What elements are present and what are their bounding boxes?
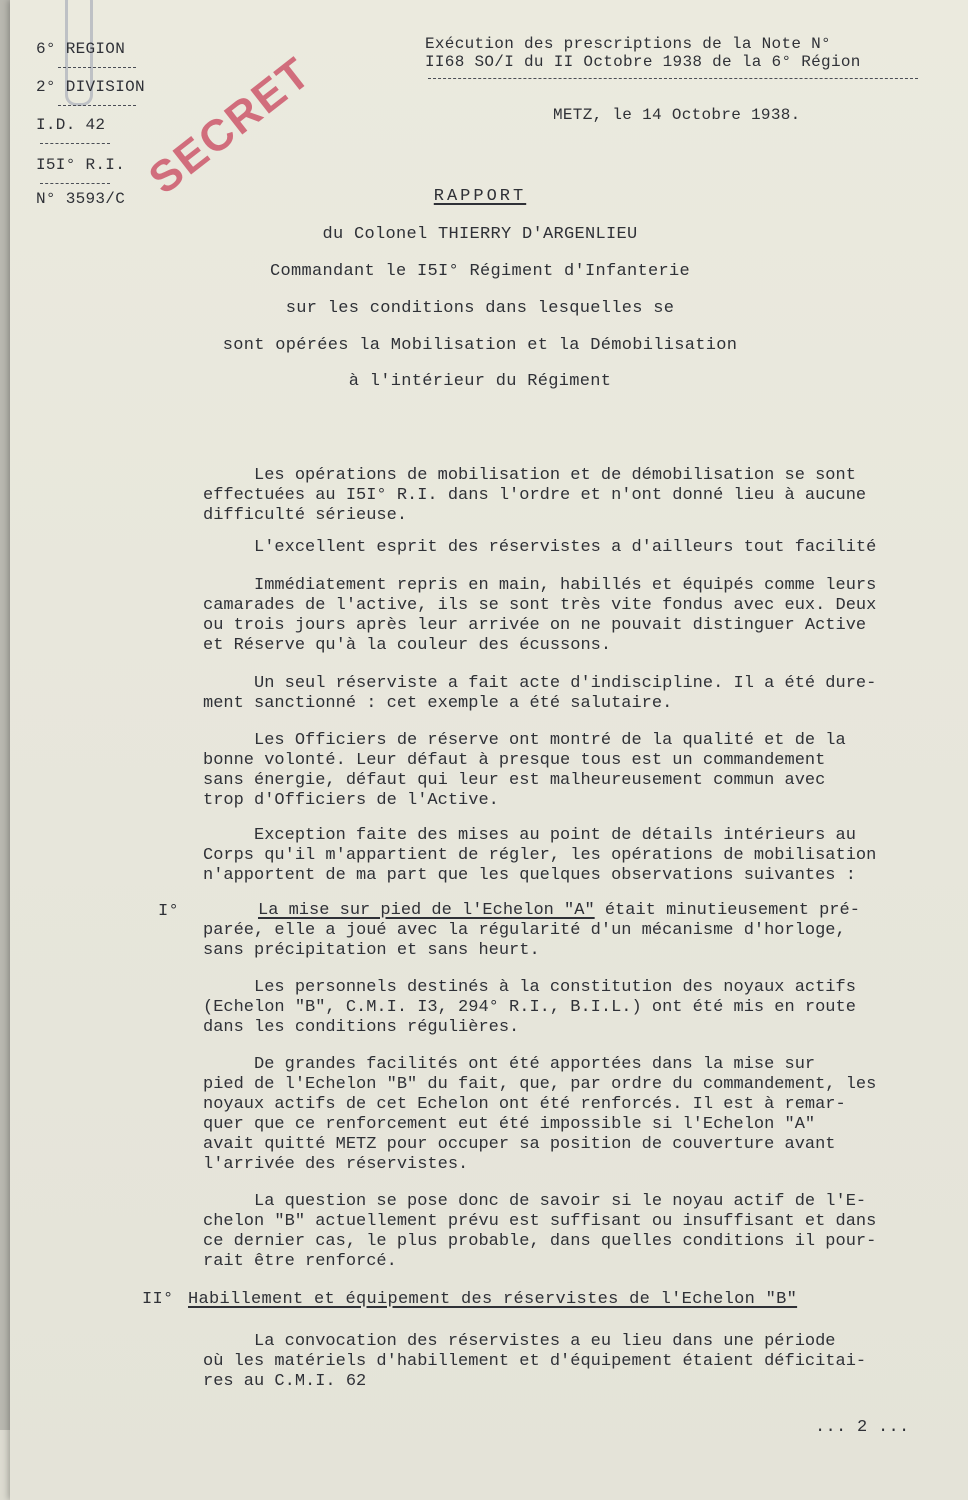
header-divider <box>58 105 136 106</box>
paragraph: Les personnels destinés à la constitution des noyaux actifs (Echelon "B", C.M.I. I3, 294° R.I., B.I.L.) ont été mis en route dans les conditions régulières. <box>203 978 856 1037</box>
paragraph: Immédiatement repris en main, habillés et équipés comme leurs camarades de l'active, ils se sont très vite fondus avec eux. Deux ou trois jours après leur arrivée on ne pouvait distinguer Active et Réserve qu'à la couleur des écussons. <box>203 576 877 655</box>
header-note-line2: II68 SO/I du II Octobre 1938 de la 6° Région <box>425 53 861 71</box>
paragraph: Les Officiers de réserve ont montré de la qualité et de la bonne volonté. Leur défaut à presque tous est un commandement sans énergie, défaut qui leur est malheureusement commun avec trop d'Officiers de l'Active. <box>203 731 846 810</box>
header-number: N° 3593/C <box>36 190 126 208</box>
title-line: du Colonel THIERRY D'ARGENLIEU <box>322 225 638 244</box>
header-divider <box>40 183 110 184</box>
paragraph: L'excellent esprit des réservistes a d'ailleurs tout facilité <box>203 538 877 557</box>
title-line: sont opérées la Mobilisation et la Démobilisation <box>222 336 738 355</box>
section-heading: La mise sur pied de l'Echelon "A" <box>258 901 595 920</box>
paragraph: parée, elle a joué avec la régularité d'un mécanisme d'horloge, sans précipitation et sans heurt. <box>203 921 846 960</box>
title-line: à l'intérieur du Régiment <box>348 372 612 391</box>
section-number: II° <box>142 1290 174 1309</box>
section-number: I° <box>158 902 180 921</box>
section-first-line-rest: était minutieusement pré- <box>594 901 860 920</box>
paragraph: Exception faite des mises au point de détails intérieurs au Corps qu'il m'appartient de régler, les opérations de mobilisation n'apportent de ma part que les quelques observations suivantes : <box>203 826 877 885</box>
header-divider <box>58 67 136 68</box>
paragraph: La question se pose donc de savoir si le noyau actif de l'E- chelon "B" actuellement prévu est suffisant ou insuffisant et dans ce dernier cas, le plus probable, dans quelles conditions il pour- rait être renforcé. <box>203 1192 877 1271</box>
header-note-underline <box>428 78 918 79</box>
header-id: I.D. 42 <box>36 116 106 134</box>
paragraph: La convocation des réservistes a eu lieu dans une période où les matériels d'habillement et d'équipement étaient déficitai- res au C.M.I. 62 <box>203 1332 867 1391</box>
page-continuation: ... 2 ... <box>815 1418 910 1437</box>
header-division: 2° DIVISION <box>36 78 145 96</box>
report-heading: RAPPORT <box>433 187 527 206</box>
document-page <box>10 0 968 1500</box>
header-regiment: I5I° R.I. <box>36 156 126 174</box>
header-divider <box>40 143 110 144</box>
report-date: METZ, le 14 Octobre 1938. <box>553 106 801 124</box>
secret-stamp: SECRET <box>140 47 321 204</box>
section-first-line <box>258 901 958 921</box>
paragraph: Les opérations de mobilisation et de démobilisation se sont effectuées au I5I° R.I. dans l'ordre et n'ont donné lieu à aucune difficulté sérieuse. <box>203 466 867 525</box>
header-note-line1: Exécution des prescriptions de la Note N° <box>425 35 831 53</box>
header-region: 6° REGION <box>36 40 126 58</box>
paragraph: Un seul réserviste a fait acte d'indiscipline. Il a été dure- ment sanctionné : cet exemple a été salutaire. <box>203 674 877 713</box>
title-line: Commandant le I5I° Régiment d'Infanterie <box>269 262 691 281</box>
paragraph: De grandes facilités ont été apportées dans la mise sur pied de l'Echelon "B" du fait, que, par ordre du commandement, les noyaux actifs de cet Echelon ont été renforcés. Il est à remar- quer que ce renforcement eut été impossible si l'Echelon "A" avait quitté METZ pour occuper sa position de couverture avant l'arrivée des réservistes. <box>203 1055 877 1174</box>
title-line: sur les conditions dans lesquelles se <box>285 299 675 318</box>
section-heading: Habillement et équipement des réservistes de l'Echelon "B" <box>188 1290 798 1309</box>
